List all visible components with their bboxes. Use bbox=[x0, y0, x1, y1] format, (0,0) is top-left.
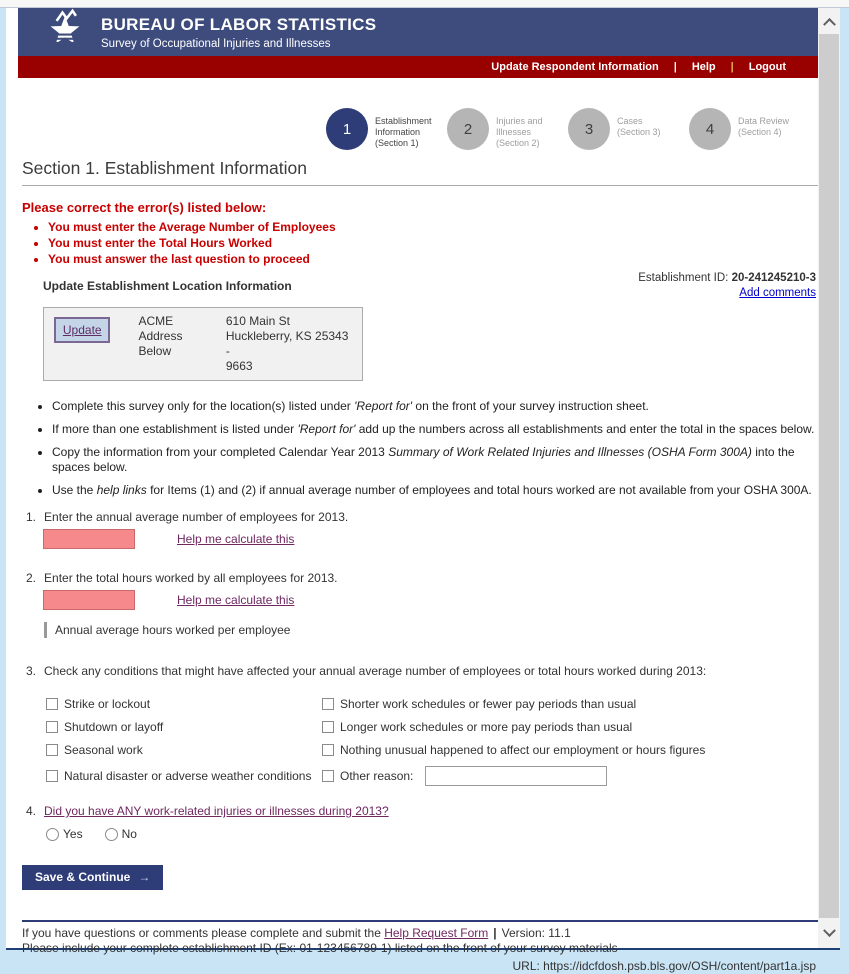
other-reason-input[interactable] bbox=[425, 766, 607, 786]
question-1-text: Enter the annual average number of employees for 2013. bbox=[44, 510, 349, 524]
step-2-circle: 2 bbox=[447, 108, 489, 150]
checkbox-icon[interactable] bbox=[322, 770, 334, 782]
menu-separator: | bbox=[673, 61, 677, 73]
hours-note-text: Annual average hours worked per employee bbox=[55, 623, 291, 637]
section-title: Section 1. Establishment Information bbox=[22, 158, 818, 186]
checkbox-label: Seasonal work bbox=[64, 743, 143, 757]
conditions-checkbox-grid bbox=[46, 697, 818, 786]
error-list bbox=[34, 219, 818, 267]
help-request-form-link[interactable]: Help Request Form bbox=[384, 926, 489, 940]
radio-no[interactable] bbox=[105, 827, 137, 841]
checkbox-nothing-unusual[interactable] bbox=[322, 743, 818, 757]
step-2-injuries-illnesses[interactable] bbox=[447, 108, 550, 150]
question-2-input-row bbox=[43, 590, 818, 610]
checkbox-shorter-work-schedules[interactable] bbox=[322, 697, 818, 711]
vertical-scrollbar[interactable] bbox=[818, 8, 840, 948]
checkbox-icon[interactable] bbox=[322, 721, 334, 733]
error-item: • You must answer the last question to proceed bbox=[48, 251, 818, 267]
bls-header bbox=[18, 8, 818, 56]
step-4-circle: 4 bbox=[689, 108, 731, 150]
hours-note-row bbox=[44, 622, 818, 638]
add-comments-link[interactable]: Add comments bbox=[739, 287, 816, 299]
menu-separator: | bbox=[730, 61, 734, 73]
question-4-link[interactable]: Did you have ANY work-related injuries or illnesses during 2013? bbox=[44, 804, 389, 818]
question-2 bbox=[6, 571, 818, 638]
location-id-row bbox=[43, 271, 816, 301]
error-item: • You must enter the Average Number of Employees bbox=[48, 219, 818, 235]
progress-steps bbox=[326, 108, 818, 150]
error-heading: Please correct the error(s) listed below: bbox=[22, 200, 267, 215]
question-1-number: 1. bbox=[26, 510, 37, 524]
checkbox-icon[interactable] bbox=[46, 698, 58, 710]
step-1-circle: 1 bbox=[326, 108, 368, 150]
location-address-cell bbox=[226, 314, 352, 374]
instruction-list bbox=[52, 399, 818, 498]
establishment-id-line bbox=[638, 271, 816, 286]
location-name-line: Address bbox=[138, 329, 183, 343]
header-text bbox=[101, 15, 376, 50]
checkbox-label: Natural disaster or adverse weather conditions bbox=[64, 769, 312, 783]
location-name-cell bbox=[138, 314, 225, 374]
question-3-text-row bbox=[26, 664, 818, 679]
radio-yes[interactable] bbox=[46, 827, 83, 841]
instruction-item: • Complete this survey only for the location(s) listed under 'Report for' on the front of your survey instruction sheet. bbox=[52, 399, 818, 414]
scrollbar-thumb[interactable] bbox=[819, 34, 839, 918]
question-1 bbox=[6, 510, 818, 549]
step-1-label: Establishment Information (Section 1) bbox=[375, 116, 432, 148]
top-menubar bbox=[18, 56, 818, 78]
menu-help[interactable]: Help bbox=[691, 61, 716, 73]
checkbox-other-reason[interactable] bbox=[322, 766, 818, 786]
footer-version: Version: 11.1 bbox=[501, 926, 571, 940]
question-4-number: 4. bbox=[26, 804, 37, 818]
establishment-id-value: 20-241245210-3 bbox=[731, 272, 816, 284]
arrow-right-icon: → bbox=[138, 870, 151, 884]
survey-subtitle: Survey of Occupational Injuries and Illnesses bbox=[101, 37, 331, 50]
error-summary bbox=[22, 200, 818, 267]
checkbox-longer-work-schedules[interactable] bbox=[322, 720, 818, 734]
establishment-id-label: Establishment ID: bbox=[638, 272, 729, 284]
step-2-label: Injuries and Illnesses (Section 2) bbox=[496, 116, 543, 148]
location-heading: Update Establishment Location Information bbox=[43, 279, 292, 293]
radio-icon[interactable] bbox=[46, 828, 59, 841]
location-address-line: 610 Main St bbox=[225, 314, 290, 328]
total-hours-input[interactable] bbox=[43, 590, 135, 610]
question-4-text-row bbox=[26, 804, 818, 819]
menu-update-respondent-info[interactable]: Update Respondent Information bbox=[491, 61, 659, 73]
checkbox-label: Shutdown or layoff bbox=[64, 720, 164, 734]
checkbox-label: Longer work schedules or more pay periods than usual bbox=[340, 720, 633, 734]
question-3 bbox=[6, 664, 818, 786]
question-1-text-row bbox=[26, 510, 818, 525]
question-3-text: Check any conditions that might have affected your annual average number of employees or total hours worked during 2013: bbox=[44, 664, 707, 678]
step-4-label: Data Review (Section 4) bbox=[738, 116, 790, 137]
instruction-item: • Use the help links for Items (1) and (2) if annual average number of employees and total hours worked are not available from your OSHA 300A. bbox=[52, 483, 818, 498]
question-4 bbox=[6, 804, 818, 841]
menu-logout[interactable]: Logout bbox=[748, 61, 786, 73]
page-viewport bbox=[6, 8, 840, 973]
location-address-line: Huckleberry, KS 25343 - bbox=[225, 329, 349, 358]
checkbox-icon[interactable] bbox=[46, 744, 58, 756]
location-address-line: 9663 bbox=[225, 359, 253, 373]
update-location-button[interactable]: Update bbox=[54, 317, 110, 343]
window-top-edge bbox=[0, 0, 849, 8]
question-1-input-row bbox=[43, 529, 818, 549]
footer-separator: | bbox=[493, 926, 497, 940]
checkbox-natural-disaster[interactable] bbox=[46, 766, 322, 786]
instruction-item: • If more than one establishment is listed under 'Report for' add up the numbers across all establishments and enter the total in the spaces below. bbox=[52, 422, 818, 437]
question-3-number: 3. bbox=[26, 664, 37, 678]
avg-employees-input[interactable] bbox=[43, 529, 135, 549]
page-footer bbox=[22, 920, 818, 974]
checkbox-seasonal-work[interactable] bbox=[46, 743, 322, 757]
checkbox-strike-or-lockout[interactable] bbox=[46, 697, 322, 711]
radio-icon[interactable] bbox=[105, 828, 118, 841]
help-calculate-employees-link[interactable]: Help me calculate this bbox=[177, 532, 295, 546]
question-2-text-row bbox=[26, 571, 818, 586]
chevron-up-icon bbox=[823, 17, 836, 30]
step-3-label: Cases (Section 3) bbox=[617, 116, 661, 137]
checkbox-icon[interactable] bbox=[322, 698, 334, 710]
location-table bbox=[43, 307, 363, 381]
footer-help-text: If you have questions or comments please complete and submit the bbox=[22, 926, 385, 940]
agency-title: BUREAU OF LABOR STATISTICS bbox=[101, 14, 377, 34]
footer-line-1 bbox=[22, 926, 818, 941]
checkbox-icon[interactable] bbox=[46, 721, 58, 733]
chevron-down-icon bbox=[823, 924, 836, 937]
step-3-circle: 3 bbox=[568, 108, 610, 150]
question-2-number: 2. bbox=[26, 571, 37, 585]
step-3-cases[interactable] bbox=[568, 108, 671, 150]
survey-page bbox=[6, 8, 818, 973]
footer-line-2: Please include your complete establishment ID (Ex: 01-123456789-1) listed on the front of your survey materials bbox=[22, 941, 618, 955]
question-4-options bbox=[46, 827, 818, 841]
note-bar bbox=[44, 622, 47, 638]
question-2-text: Enter the total hours worked by all employees for 2013. bbox=[44, 571, 338, 585]
step-1-establishment-information[interactable] bbox=[326, 108, 432, 150]
location-name-line: ACME bbox=[138, 314, 174, 328]
instruction-item: • Copy the information from your completed Calendar Year 2013 Summary of Work Related Injuries and Illnesses (OSHA Form 300A) into the spaces below. bbox=[52, 445, 818, 475]
checkbox-label: Shorter work schedules or fewer pay periods than usual bbox=[340, 697, 637, 711]
error-item: • You must enter the Total Hours Worked bbox=[48, 235, 818, 251]
location-name-line: Below bbox=[138, 344, 172, 358]
scroll-up-button[interactable] bbox=[818, 10, 840, 32]
other-reason-label: Other reason: bbox=[340, 769, 414, 783]
checkbox-label: Strike or lockout bbox=[64, 697, 151, 711]
radio-no-label: No bbox=[121, 827, 137, 841]
establishment-id-block bbox=[638, 271, 816, 301]
footer-url: URL: https://idcfdosh.psb.bls.gov/OSH/content/part1a.jsp bbox=[512, 959, 816, 973]
save-continue-button[interactable] bbox=[22, 865, 163, 890]
step-4-data-review[interactable] bbox=[689, 108, 792, 150]
checkbox-icon[interactable] bbox=[46, 770, 58, 782]
save-continue-label: Save & Continue bbox=[35, 870, 131, 884]
checkbox-shutdown-or-layoff[interactable] bbox=[46, 720, 322, 734]
bls-star-logo-icon bbox=[42, 10, 88, 55]
checkbox-icon[interactable] bbox=[322, 744, 334, 756]
radio-yes-label: Yes bbox=[63, 827, 83, 841]
scroll-down-button[interactable] bbox=[818, 922, 840, 944]
checkbox-label: Nothing unusual happened to affect our employment or hours figures bbox=[340, 743, 706, 757]
help-calculate-hours-link[interactable]: Help me calculate this bbox=[177, 593, 295, 607]
